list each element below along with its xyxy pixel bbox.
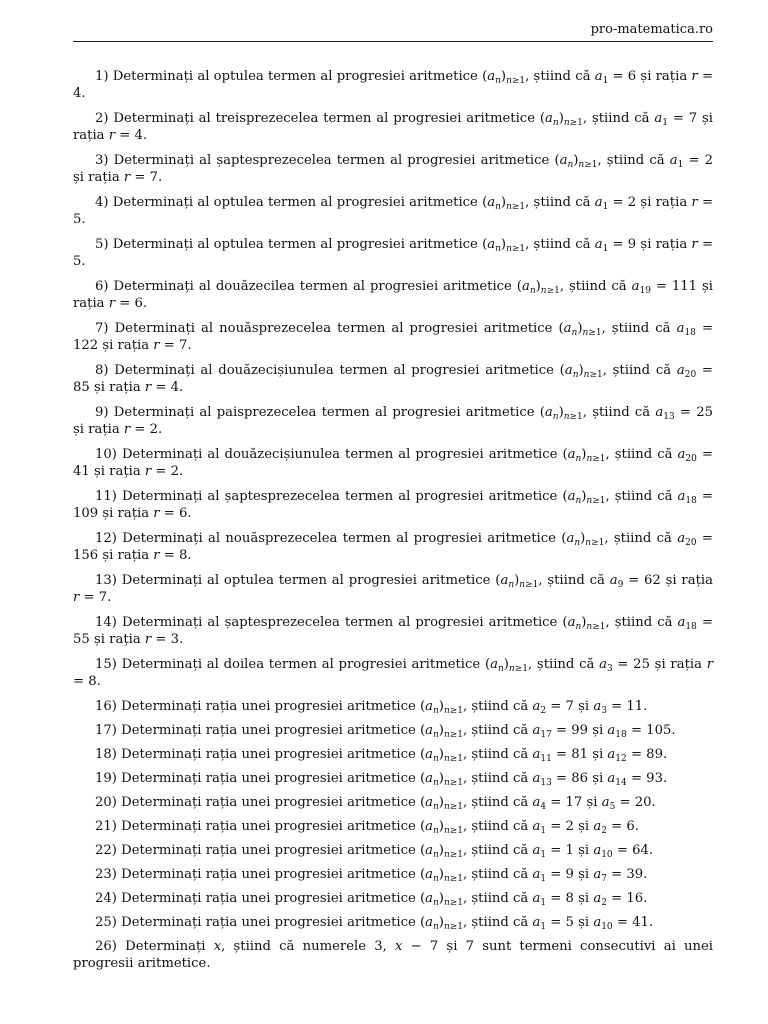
problem-item: [73, 722, 713, 739]
problem-number: 9): [95, 405, 109, 420]
problem-text: Determinați al optulea termen al progresiei aritmetice $(a_n)_{n\ge 1}$, știind că $a_1 = 2$ și rația r = 5.: [73, 195, 713, 227]
problem-number: 7): [95, 321, 109, 336]
header-rule: [73, 41, 713, 42]
problem-number: 25): [95, 915, 117, 930]
problem-item: [73, 236, 713, 270]
problem-text: Determinați al nouăsprezecelea termen al progresiei aritmetice $(a_n)_{n\ge 1}$, știind că $a_{18} = 122$ și rația r = 7.: [73, 321, 713, 353]
problem-number: 24): [95, 891, 117, 906]
problem-item: [73, 938, 713, 972]
problem-number: 15): [95, 657, 117, 672]
problem-item: [73, 278, 713, 312]
problem-text: Determinați al paisprezecelea termen al progresiei aritmetice $(a_n)_{n\ge 1}$, știind că $a_{13} = 25$ și rația r = 2.: [73, 405, 713, 437]
problem-text: Determinați rația unei progresiei aritmetice $(a_n)_{n\ge 1}$, știind că $a_2 = 7$ și $a_3 = 11$.: [116, 699, 648, 716]
problem-item: [73, 404, 713, 438]
problem-text: Determinați al doilea termen al progresiei aritmetice $(a_n)_{n\ge 1}$, știind că $a_3 = 25$ și rația r = 8.: [73, 657, 713, 689]
problem-text: Determinați rația unei progresiei aritmetice $(a_n)_{n\ge 1}$, știind că $a_1 = 8$ și $a_2 = 16$.: [116, 891, 648, 908]
problem-number: 21): [95, 819, 117, 834]
problem-number: 5): [95, 237, 109, 252]
problem-number: 18): [95, 747, 117, 762]
problem-item: [73, 194, 713, 228]
problem-item: [73, 614, 713, 648]
problem-text: Determinați al douăzecișiunulea termen al progresiei aritmetice $(a_n)_{n\ge 1}$, știind că $a_{20} = 85$ și rația r = 4.: [73, 363, 713, 395]
problem-text: Determinați x, știind că numerele 3, x − 7 și 7 sunt termeni consecutivi ai unei progresii aritmetice.: [73, 939, 713, 971]
problem-number: 4): [95, 195, 109, 210]
problem-item: [73, 842, 713, 859]
page-header: [73, 22, 713, 42]
problem-item: [73, 746, 713, 763]
problem-item: [73, 530, 713, 564]
problem-item: [73, 320, 713, 354]
problem-number: 1): [95, 69, 109, 84]
problem-text: Determinați rația unei progresiei aritmetice $(a_n)_{n\ge 1}$, știind că $a_4 = 17$ și $a_5 = 20$.: [116, 795, 656, 812]
problem-item: [73, 818, 713, 835]
problem-item: [73, 446, 713, 480]
problem-text: Determinați al șaptesprezecelea termen al progresiei aritmetice $(a_n)_{n\ge 1}$, știind că $a_{18} = 55$ și rația r = 3.: [73, 615, 713, 647]
problem-item: [73, 362, 713, 396]
problem-item: [73, 890, 713, 907]
problem-number: 2): [95, 111, 109, 126]
problem-text: Determinați rația unei progresiei aritmetice $(a_n)_{n\ge 1}$, știind că $a_1 = 2$ și $a_2 = 6$.: [116, 819, 639, 836]
problem-text: Determinați rația unei progresiei aritmetice $(a_n)_{n\ge 1}$, știind că $a_1 = 9$ și $a_7 = 39$.: [116, 867, 648, 884]
problem-number: 11): [95, 489, 117, 504]
problem-number: 22): [95, 843, 117, 858]
problem-item: [73, 110, 713, 144]
problem-text: Determinați rația unei progresiei aritmetice $(a_n)_{n\ge 1}$, știind că $a_{13} = 86$ și $a_{14} = 93$.: [116, 771, 668, 788]
problem-text: Determinați rația unei progresiei aritmetice $(a_n)_{n\ge 1}$, știind că $a_{11} = 81$ și $a_{12} = 89$.: [116, 747, 668, 764]
problem-text: Determinați al treisprezecelea termen al progresiei aritmetice $(a_n)_{n\ge 1}$, știind că $a_1 = 7$ și rația r = 4.: [73, 111, 713, 143]
problem-item: [73, 698, 713, 715]
problem-text: Determinați rația unei progresiei aritmetice $(a_n)_{n\ge 1}$, știind că $a_{17} = 99$ și $a_{18} = 105$.: [116, 723, 676, 740]
problem-text: Determinați al douăzecișiunulea termen al progresiei aritmetice $(a_n)_{n\ge 1}$, știind că $a_{20} = 41$ și rația r = 2.: [73, 447, 713, 479]
problem-number: 20): [95, 795, 117, 810]
problem-number: 13): [95, 573, 117, 588]
problem-text: Determinați al optulea termen al progresiei aritmetice $(a_n)_{n\ge 1}$, știind că $a_1 = 6$ și rația r = 4.: [73, 69, 713, 101]
problem-number: 6): [95, 279, 109, 294]
problem-item: [73, 914, 713, 931]
problem-text: Determinați al nouăsprezecelea termen al progresiei aritmetice $(a_n)_{n\ge 1}$, știind că $a_{20} = 156$ și rația r = 8.: [73, 531, 713, 563]
problem-text: Determinați al șaptesprezecelea termen al progresiei aritmetice $(a_n)_{n\ge 1}$, știind că $a_1 = 2$ și rația r = 7.: [73, 153, 713, 185]
problem-text: Determinați al optulea termen al progresiei aritmetice $(a_n)_{n\ge 1}$, știind că $a_9 = 62$ și rația r = 7.: [73, 573, 713, 605]
problem-text: Determinați al șaptesprezecelea termen al progresiei aritmetice $(a_n)_{n\ge 1}$, știind că $a_{18} = 109$ și rația r = 6.: [73, 489, 713, 521]
problem-item: [73, 572, 713, 606]
problem-number: 14): [95, 615, 117, 630]
problem-number: 8): [95, 363, 109, 378]
problem-number: 16): [95, 699, 117, 714]
problem-item: [73, 656, 713, 690]
problem-item: [73, 770, 713, 787]
problem-item: [73, 794, 713, 811]
problem-number: 19): [95, 771, 117, 786]
problem-number: 3): [95, 153, 109, 168]
problem-item: [73, 152, 713, 186]
problem-item: [73, 488, 713, 522]
problem-number: 12): [95, 531, 117, 546]
problem-text: Determinați al optulea termen al progresiei aritmetice $(a_n)_{n\ge 1}$, știind că $a_1 = 9$ și rația r = 5.: [73, 237, 713, 269]
problem-item: [73, 866, 713, 883]
problem-number: 26): [95, 939, 117, 954]
problem-text: Determinați rația unei progresiei aritmetice $(a_n)_{n\ge 1}$, știind că $a_1 = 1$ și $a_{10} = 64$.: [116, 843, 654, 860]
problem-number: 17): [95, 723, 117, 738]
problem-text: Determinați al douăzecilea termen al progresiei aritmetice $(a_n)_{n\ge 1}$, știind că $a_{19} = 111$ și rația r = 6.: [73, 279, 713, 311]
problem-text: Determinați rația unei progresiei aritmetice $(a_n)_{n\ge 1}$, știind că $a_1 = 5$ și $a_{10} = 41$.: [116, 915, 654, 932]
problem-item: [73, 68, 713, 102]
site-name: pro-matematica.ro: [590, 22, 713, 37]
problem-number: 23): [95, 867, 117, 882]
problem-list: [73, 68, 713, 980]
problem-number: 10): [95, 447, 117, 462]
